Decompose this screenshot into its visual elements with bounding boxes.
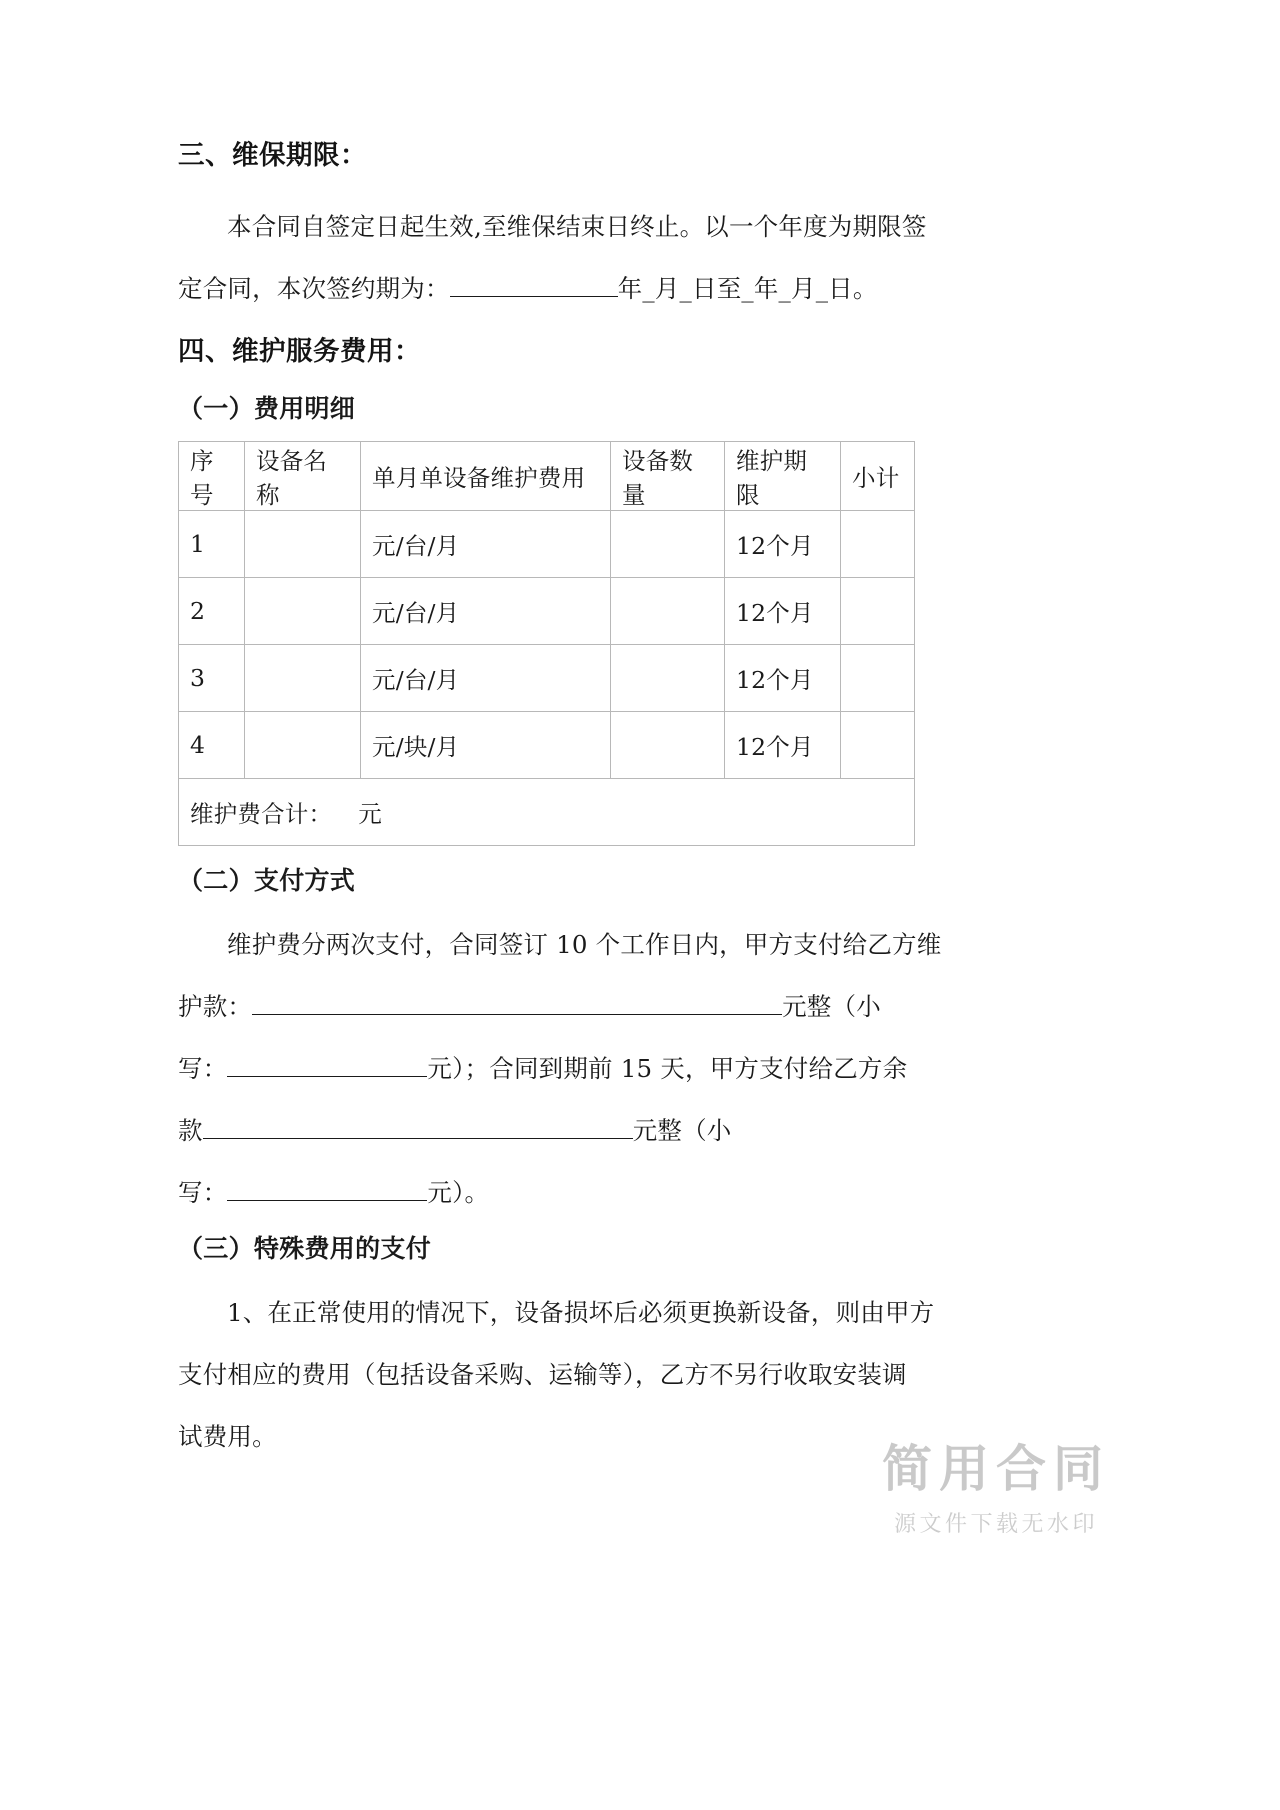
table-row: [179, 578, 915, 645]
special-fee-item-1-line-1: 1、在正常使用的情况下，设备损坏后必须更换新设备，则由甲方: [227, 1297, 935, 1327]
cell-name[interactable]: [245, 578, 361, 645]
warranty-period-paragraph-1: 本合同自签定日起生效,至维保结束日终止。以一个年度为期限签: [227, 211, 927, 241]
table-header-name: 设备名称: [245, 442, 361, 511]
payment-balance-suffix: 元整（小: [632, 1116, 732, 1146]
cell-no: 2: [179, 578, 245, 645]
subsection-heading-special-fee: （三）特殊费用的支付: [178, 1234, 432, 1264]
cell-name[interactable]: [245, 511, 361, 578]
cell-unit-fee[interactable]: 元/台/月: [361, 511, 611, 578]
total-unit: 元: [358, 800, 382, 829]
section-heading-warranty-period: 三、维保期限：: [178, 140, 367, 171]
cell-no: 3: [179, 645, 245, 712]
total-label: 维护费合计：: [190, 800, 333, 829]
subsection-heading-payment-method: （二）支付方式: [178, 866, 356, 896]
payment-method-line-5: [178, 1162, 1103, 1224]
cell-subtotal[interactable]: [841, 511, 915, 578]
cell-unit-fee[interactable]: 元/台/月: [361, 645, 611, 712]
subsection-heading-fee-detail: （一）费用明细: [178, 393, 356, 423]
cell-no: 1: [179, 511, 245, 578]
payment-first-label: 护款：: [178, 992, 253, 1022]
table-header-no: 序号: [179, 442, 245, 511]
warranty-period-paragraph-2-suffix: 年_月_日至_年_月_日。: [617, 273, 878, 303]
cell-term[interactable]: 12个月: [725, 511, 841, 578]
cell-unit-fee[interactable]: 元/台/月: [361, 578, 611, 645]
payment-method-line-3: [178, 1038, 1103, 1100]
cell-subtotal[interactable]: [841, 645, 915, 712]
cell-name[interactable]: [245, 712, 361, 779]
payment-first-lowercase-suffix: 元）；合同到期前 15 天，甲方支付给乙方余: [427, 1054, 908, 1084]
table-header-term: 维护期限: [725, 442, 841, 511]
payment-balance-lowercase-suffix: 元）。: [427, 1178, 490, 1208]
payment-first-amount-blank[interactable]: [252, 988, 782, 1015]
total-cell: [179, 779, 915, 846]
payment-balance-lowercase-blank[interactable]: [227, 1174, 427, 1201]
cell-qty[interactable]: [611, 645, 725, 712]
payment-method-line-4: [178, 1100, 1103, 1162]
table-row: [179, 712, 915, 779]
payment-method-line-2: [178, 976, 1103, 1038]
special-fee-item-1-line-2: 支付相应的费用（包括设备采购、运输等），乙方不另行收取安装调: [178, 1359, 907, 1389]
cell-term[interactable]: 12个月: [725, 645, 841, 712]
cell-no: 4: [179, 712, 245, 779]
table-header-unit-fee: 单月单设备维护费用: [361, 442, 611, 511]
payment-first-lowercase-label: 写：: [178, 1054, 228, 1084]
cell-qty[interactable]: [611, 511, 725, 578]
payment-balance-label: 款: [178, 1116, 203, 1146]
cell-subtotal[interactable]: [841, 578, 915, 645]
cell-name[interactable]: [245, 645, 361, 712]
fee-detail-table: [178, 441, 915, 846]
watermark-tagline: 源文件下载无水印: [893, 1512, 1098, 1537]
cell-term[interactable]: 12个月: [725, 712, 841, 779]
cell-subtotal[interactable]: [841, 712, 915, 779]
cell-term[interactable]: 12个月: [725, 578, 841, 645]
warranty-period-paragraph-2-prefix: 定合同，本次签约期为：: [178, 273, 450, 303]
warranty-period-paragraph-2: [178, 258, 1103, 320]
cell-unit-fee[interactable]: 元/块/月: [361, 712, 611, 779]
payment-balance-lowercase-label: 写：: [178, 1178, 228, 1208]
cell-qty[interactable]: [611, 712, 725, 779]
special-fee-item-1-line-3: 试费用。: [178, 1421, 277, 1451]
table-row: [179, 645, 915, 712]
table-row: [179, 511, 915, 578]
warranty-period-date-blank[interactable]: [450, 270, 618, 297]
payment-first-lowercase-blank[interactable]: [227, 1050, 427, 1077]
payment-method-line-1: 维护费分两次支付，合同签订 10 个工作日内，甲方支付给乙方维: [227, 930, 942, 960]
section-heading-maintenance-fee: 四、维护服务费用：: [178, 335, 421, 367]
table-header-subtotal: 小计: [841, 442, 915, 511]
table-header-qty: 设备数量: [611, 442, 725, 511]
watermark-brand: 简用合同: [882, 1440, 1110, 1498]
table-header-row: [179, 442, 915, 511]
cell-qty[interactable]: [611, 578, 725, 645]
payment-balance-amount-blank[interactable]: [203, 1112, 633, 1139]
document-content: [178, 138, 1103, 1468]
table-total-row: [179, 779, 915, 846]
payment-first-suffix: 元整（小: [782, 992, 881, 1022]
